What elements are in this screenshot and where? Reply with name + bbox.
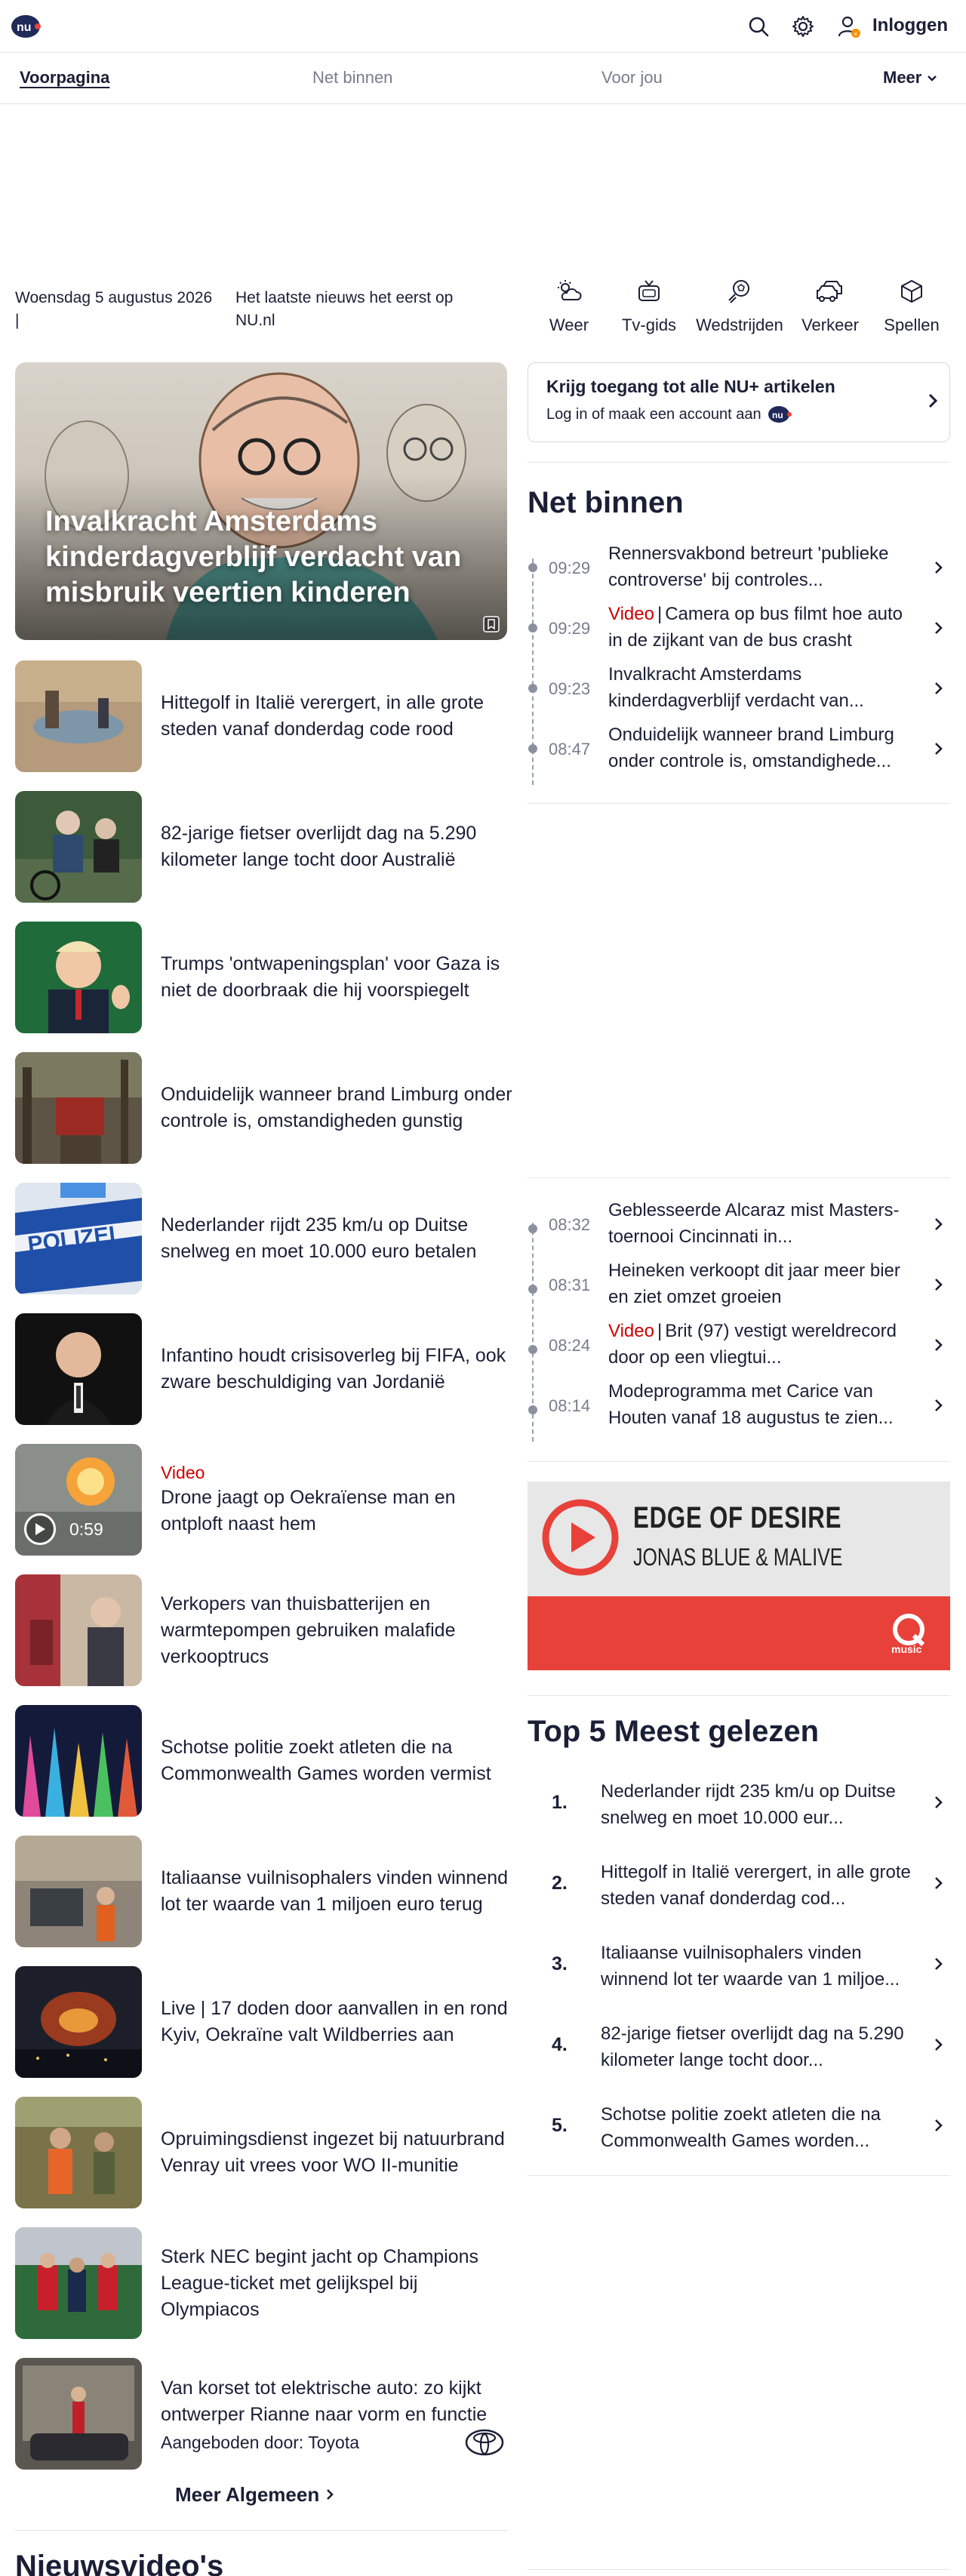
qmusic-logo-icon <box>882 1610 935 1658</box>
chevron-right-icon <box>934 2036 944 2054</box>
chevron-right-icon <box>934 1955 944 1973</box>
video-label: Video <box>608 604 654 624</box>
bookmark-icon[interactable] <box>483 616 500 632</box>
item-title: Geblesseerde Alcaraz mist Masters-toernooi Cincinnati in... <box>608 1200 900 1247</box>
rank-number: 2. <box>552 1873 568 1894</box>
main-navigation <box>0 53 966 104</box>
date-separator: | <box>15 312 20 329</box>
article-item[interactable] <box>15 1705 507 1817</box>
article-item[interactable] <box>15 1313 507 1425</box>
svg-text:×: × <box>854 30 858 38</box>
article-title: 82-jarige fietser overlijdt dag na 5.290 kilometer lange tocht door Australië <box>161 823 477 870</box>
current-date <box>15 287 234 332</box>
football-icon <box>694 275 785 308</box>
net-binnen-item[interactable] <box>528 601 950 661</box>
top5-title: Hittegolf in Italië verergert, in alle grote steden vanaf donderdag cod... <box>601 1862 911 1909</box>
item-time: 08:24 <box>549 1336 591 1355</box>
section-divider <box>528 1461 950 1462</box>
chevron-right-icon <box>934 2116 944 2134</box>
net-binnen-item[interactable] <box>528 540 950 601</box>
article-thumbnail <box>15 791 142 903</box>
qmusic-advertisement[interactable] <box>528 1482 950 1670</box>
chevron-right-icon <box>934 740 944 758</box>
item-time: 08:32 <box>549 1215 591 1234</box>
item-title-with-label <box>608 1318 918 1372</box>
article-thumbnail <box>15 1183 142 1294</box>
article-thumbnail <box>15 1966 142 2078</box>
article-title: Italiaanse vuilnisophalers vinden winnend lot ter waarde van 1 miljoen euro terug <box>161 1867 509 1915</box>
user-account-icon[interactable] <box>836 14 862 39</box>
article-item[interactable] <box>15 2227 507 2339</box>
quicklink-tv-gids[interactable] <box>604 275 694 335</box>
section-divider <box>528 2175 950 2176</box>
article-item[interactable] <box>15 1444 507 1556</box>
item-title: Brit (97) vestigt wereldrecord door op een vliegtui... <box>608 1321 897 1368</box>
article-title: Schotse politie zoekt atleten die na Commonwealth Games worden vermist <box>161 1737 491 1784</box>
logo-text: nu <box>17 21 32 34</box>
top-bar <box>0 0 966 53</box>
login-link[interactable]: Inloggen <box>872 15 948 35</box>
video-label: Video <box>608 1321 654 1341</box>
ad-song-title: EDGE OF DESIRE <box>633 1501 842 1534</box>
article-thumbnail <box>15 1574 142 1686</box>
article-title: Van korset tot elektrische auto: zo kijkt ontwerper Rianne naar vorm en functie <box>161 2377 488 2425</box>
top5-heading: Top 5 Meest gelezen <box>528 1715 820 1748</box>
article-thumbnail <box>15 922 142 1033</box>
nav-tab-voorpagina[interactable]: Voorpagina <box>20 68 110 87</box>
article-title: Trumps 'ontwapeningsplan' voor Gaza is niet de doorbraak die hij voorspiegelt <box>161 953 500 1001</box>
nu-logo[interactable] <box>11 14 42 39</box>
item-time: 09:29 <box>549 619 591 638</box>
more-algemeen-link[interactable] <box>175 2483 335 2507</box>
quicklink-label: Weer <box>549 315 589 334</box>
nav-tab-voor-jou[interactable]: Voor jou <box>601 68 663 87</box>
top5-item[interactable] <box>528 1771 950 1839</box>
item-time: 08:14 <box>549 1396 591 1415</box>
net-binnen-item[interactable] <box>528 1257 950 1318</box>
article-title: Sterk NEC begint jacht op Champions League-ticket met gelijkspel bij Olympiacos <box>161 2245 479 2320</box>
chevron-right-icon <box>934 1396 944 1414</box>
item-time: 08:47 <box>549 740 591 759</box>
article-thumbnail <box>15 660 142 772</box>
section-divider <box>528 462 950 463</box>
nu-plus-access-banner[interactable] <box>528 362 950 442</box>
article-title: Opruimingsdienst ingezet bij natuurbrand Venray uit vrees voor WO II-munitie <box>161 2128 505 2176</box>
article-thumbnail <box>15 1313 142 1425</box>
date-text: Woensdag 5 augustus 2026 <box>15 289 213 306</box>
item-title: Invalkracht Amsterdams kinderdagverblijf verdacht van... <box>608 664 864 711</box>
net-binnen-heading: Net binnen <box>528 486 684 519</box>
article-thumbnail <box>15 1836 142 1947</box>
net-binnen-item[interactable] <box>528 722 950 782</box>
settings-gear-icon[interactable] <box>790 14 816 39</box>
nav-more-label: Meer <box>883 68 922 87</box>
item-time: 09:23 <box>549 679 591 698</box>
tv-icon <box>604 275 694 308</box>
net-binnen-item[interactable] <box>528 1318 950 1378</box>
item-title: Camera op bus filmt hoe auto in de zijkant van de bus crasht <box>608 604 903 651</box>
top5-item[interactable] <box>528 2013 950 2081</box>
rank-number: 3. <box>552 1953 568 1974</box>
quicklink-label: Spellen <box>884 315 940 334</box>
play-icon[interactable] <box>24 1513 56 1545</box>
article-title: Drone jaagt op Oekraïense man en ontploft naast hem <box>161 1486 456 1534</box>
article-title: Onduidelijk wanneer brand Limburg onder controle is, omstandigheden gunstig <box>161 1084 512 1131</box>
item-title-with-label <box>608 601 918 655</box>
article-item[interactable] <box>15 1052 512 1164</box>
ad-artist: JONAS BLUE & MALIVE <box>633 1543 843 1571</box>
site-tagline: Het laatste nieuws het eerst op NU.nl <box>235 289 454 329</box>
svg-text:POLIZEI: POLIZEI <box>26 1221 117 1257</box>
chevron-right-icon <box>934 1793 944 1811</box>
nu-plus-logo-icon <box>768 405 793 423</box>
section-heading-nieuwsvideos: Nieuwsvideo's <box>15 2550 224 2576</box>
article-title: Infantino houdt crisisoverleg bij FIFA, ook zware beschuldiging van Jordanië <box>161 1345 506 1393</box>
plus-banner-title: Krijg toegang tot alle NU+ artikelen <box>546 377 835 396</box>
rank-number: 1. <box>552 1792 568 1813</box>
section-divider <box>528 1177 950 1178</box>
article-title: Verkopers van thuisbatterijen en warmtepompen gebruiken malafide verkooptrucs <box>161 1593 456 1667</box>
top5-title: 82-jarige fietser overlijdt dag na 5.290 kilometer lange tocht door... <box>601 2024 904 2070</box>
top5-item[interactable] <box>528 2094 950 2162</box>
toyota-logo-icon <box>465 2429 504 2456</box>
item-time: 08:31 <box>549 1276 591 1294</box>
article-item[interactable] <box>15 1836 507 1947</box>
rank-number: 5. <box>552 2115 568 2136</box>
article-thumbnail <box>15 2097 142 2208</box>
sponsored-article-item[interactable] <box>15 2358 507 2470</box>
chevron-right-icon <box>934 619 944 637</box>
top5-item[interactable] <box>528 1851 950 1919</box>
net-binnen-item[interactable] <box>528 1378 950 1439</box>
chevron-right-icon <box>934 1336 944 1354</box>
article-title: Live | 17 doden door aanvallen in en rond Kyiv, Oekraïne valt Wildberries aan <box>161 1998 508 2045</box>
label-separator: | <box>657 1321 663 1341</box>
item-title: Heineken verkoopt dit jaar meer bier en ziet omzet groeien <box>608 1260 900 1307</box>
section-divider <box>15 2530 507 2531</box>
plus-banner-subtitle <box>546 405 793 423</box>
cube-icon <box>866 275 957 308</box>
chevron-right-icon <box>934 559 944 577</box>
quicklink-wedstrijden[interactable] <box>694 275 785 335</box>
top5-title: Schotse politie zoekt atleten die na Commonwealth Games worden... <box>601 2104 881 2151</box>
chevron-right-icon <box>325 2488 335 2501</box>
hero-article[interactable] <box>15 362 507 640</box>
top5-title: Italiaanse vuilnisophalers vinden winnend lot ter waarde van 1 miljoe... <box>601 1943 900 1990</box>
section-divider <box>528 1695 950 1696</box>
weather-icon <box>524 275 614 308</box>
article-item[interactable] <box>15 660 507 772</box>
item-title: Rennersvakbond betreurt 'publieke controverse' bij controles... <box>608 543 889 590</box>
article-item[interactable] <box>15 1966 507 2078</box>
article-thumbnail <box>15 2227 142 2339</box>
article-thumbnail <box>15 2358 142 2470</box>
item-title: Onduidelijk wanneer brand Limburg onder controle is, omstandighede... <box>608 725 894 771</box>
article-thumbnail <box>15 1705 142 1817</box>
chevron-right-icon <box>934 1276 944 1294</box>
sponsor-label: Aangeboden door: Toyota <box>161 2432 360 2452</box>
article-item[interactable] <box>15 791 507 903</box>
chevron-right-icon <box>934 1874 944 1892</box>
chevron-down-icon <box>926 74 938 83</box>
net-binnen-item[interactable] <box>528 661 950 722</box>
qmusic-logo-text: music <box>891 1643 922 1655</box>
quicklink-weer[interactable] <box>524 275 614 335</box>
article-item[interactable] <box>15 1574 507 1686</box>
label-separator: | <box>657 604 663 624</box>
chevron-right-icon <box>934 679 944 697</box>
ad-song-panel <box>528 1482 950 1596</box>
video-label: Video <box>161 1462 205 1482</box>
ad-cta-panel <box>528 1596 950 1670</box>
top5-title: Nederlander rijdt 235 km/u op Duitse snelweg en moet 10.000 eur... <box>601 1781 896 1828</box>
hero-headline: Invalkracht Amsterdams kinderdagverblijf verdacht van misbruik veertien kinderen <box>45 506 462 608</box>
article-title: Hittegolf in Italië verergert, in alle grote steden vanaf donderdag code rood <box>161 692 484 740</box>
article-item[interactable] <box>15 2097 507 2208</box>
play-circle-icon <box>541 1498 620 1577</box>
item-title: Modeprogramma met Carice van Houten vanaf 18 augustus te zien... <box>608 1381 894 1428</box>
plus-banner-subtitle-text: Log in of maak een account aan <box>546 405 761 423</box>
top5-item[interactable] <box>528 1932 950 2000</box>
video-badge <box>24 1513 103 1545</box>
quicklink-spellen[interactable] <box>866 275 957 335</box>
net-binnen-item[interactable] <box>528 1197 950 1257</box>
quicklink-label: Verkeer <box>801 315 859 334</box>
article-item[interactable] <box>15 922 507 1033</box>
car-icon <box>785 275 875 308</box>
article-item[interactable] <box>15 1183 507 1294</box>
svg-text:nu: nu <box>771 410 783 420</box>
chevron-right-icon <box>934 1215 944 1233</box>
search-icon[interactable] <box>746 14 771 39</box>
section-divider <box>528 2569 950 2570</box>
quicklink-label: Tv-gids <box>621 315 677 334</box>
rank-number: 4. <box>552 2034 568 2055</box>
quicklink-label: Wedstrijden <box>696 315 783 334</box>
article-thumbnail <box>15 1052 142 1164</box>
more-link-label: Meer Algemeen <box>175 2483 320 2506</box>
nav-tab-net-binnen[interactable]: Net binnen <box>312 68 393 87</box>
quicklink-verkeer[interactable] <box>785 275 875 335</box>
item-time: 09:29 <box>549 559 591 577</box>
nav-more-menu[interactable] <box>883 68 938 88</box>
section-divider <box>528 803 950 804</box>
video-duration: 0:59 <box>69 1519 103 1539</box>
article-title: Nederlander rijdt 235 km/u op Duitse snelweg en moet 10.000 euro betalen <box>161 1214 477 1262</box>
chevron-right-icon <box>927 390 939 411</box>
article-thumbnail <box>15 1444 142 1556</box>
